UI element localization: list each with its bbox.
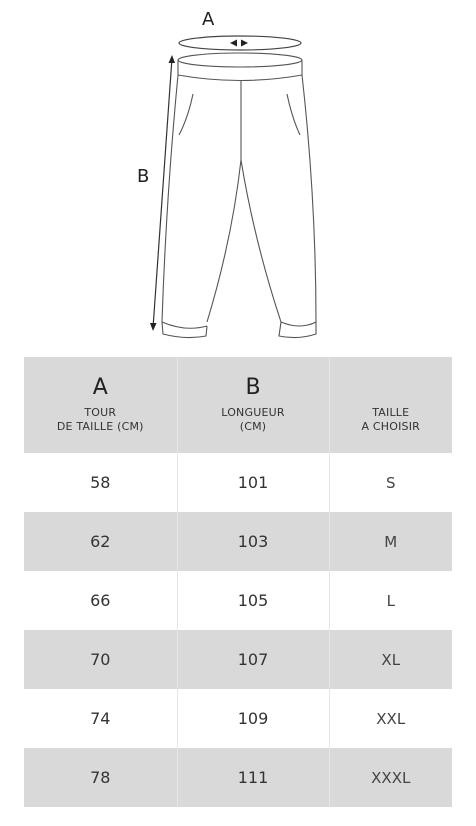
measure-label-a: A [202, 9, 215, 30]
size-cell: L [329, 571, 452, 630]
size-chart-table [24, 357, 452, 807]
header-waist [24, 357, 177, 453]
waist-measure-ellipse [179, 36, 301, 50]
arrow-right-icon [230, 40, 237, 47]
waist-cell: 78 [24, 748, 177, 807]
table-header-row [24, 357, 452, 453]
table-row [24, 689, 452, 748]
table-row [24, 748, 452, 807]
header-length [177, 357, 329, 453]
trousers-diagram [0, 0, 476, 352]
trousers-drawing [162, 53, 316, 338]
table-row [24, 453, 452, 512]
header-line: A CHOISIR [361, 420, 421, 433]
arrow-up-icon [169, 55, 176, 63]
header-line: DE TAILLE (CM) [56, 420, 144, 433]
waist-cell: 74 [24, 689, 177, 748]
arrow-left-icon [241, 40, 248, 47]
length-cell: 105 [177, 571, 329, 630]
header-size [329, 357, 452, 453]
waist-cell: 58 [24, 453, 177, 512]
length-cell: 101 [177, 453, 329, 512]
arrow-down-icon [150, 323, 157, 331]
size-cell: M [329, 512, 452, 571]
header-line: TOUR [84, 406, 117, 419]
header-letter: B [245, 375, 261, 400]
measure-label-b: B [137, 166, 150, 187]
waist-cell: 66 [24, 571, 177, 630]
header-line: (CM) [239, 420, 267, 433]
size-cell: XL [329, 630, 452, 689]
header-line: TAILLE [372, 406, 410, 419]
table-row [24, 571, 452, 630]
trousers-outline-icon [0, 0, 476, 352]
length-cell: 103 [177, 512, 329, 571]
waist-cell: 70 [24, 630, 177, 689]
header-line: LONGUEUR [221, 406, 285, 419]
size-cell: XXXL [329, 748, 452, 807]
table-row [24, 630, 452, 689]
length-cell: 107 [177, 630, 329, 689]
length-measure-line [153, 58, 172, 328]
length-cell: 111 [177, 748, 329, 807]
size-cell: XXL [329, 689, 452, 748]
table-row [24, 512, 452, 571]
header-letter: A [92, 375, 108, 400]
waist-cell: 62 [24, 512, 177, 571]
length-cell: 109 [177, 689, 329, 748]
size-cell: S [329, 453, 452, 512]
